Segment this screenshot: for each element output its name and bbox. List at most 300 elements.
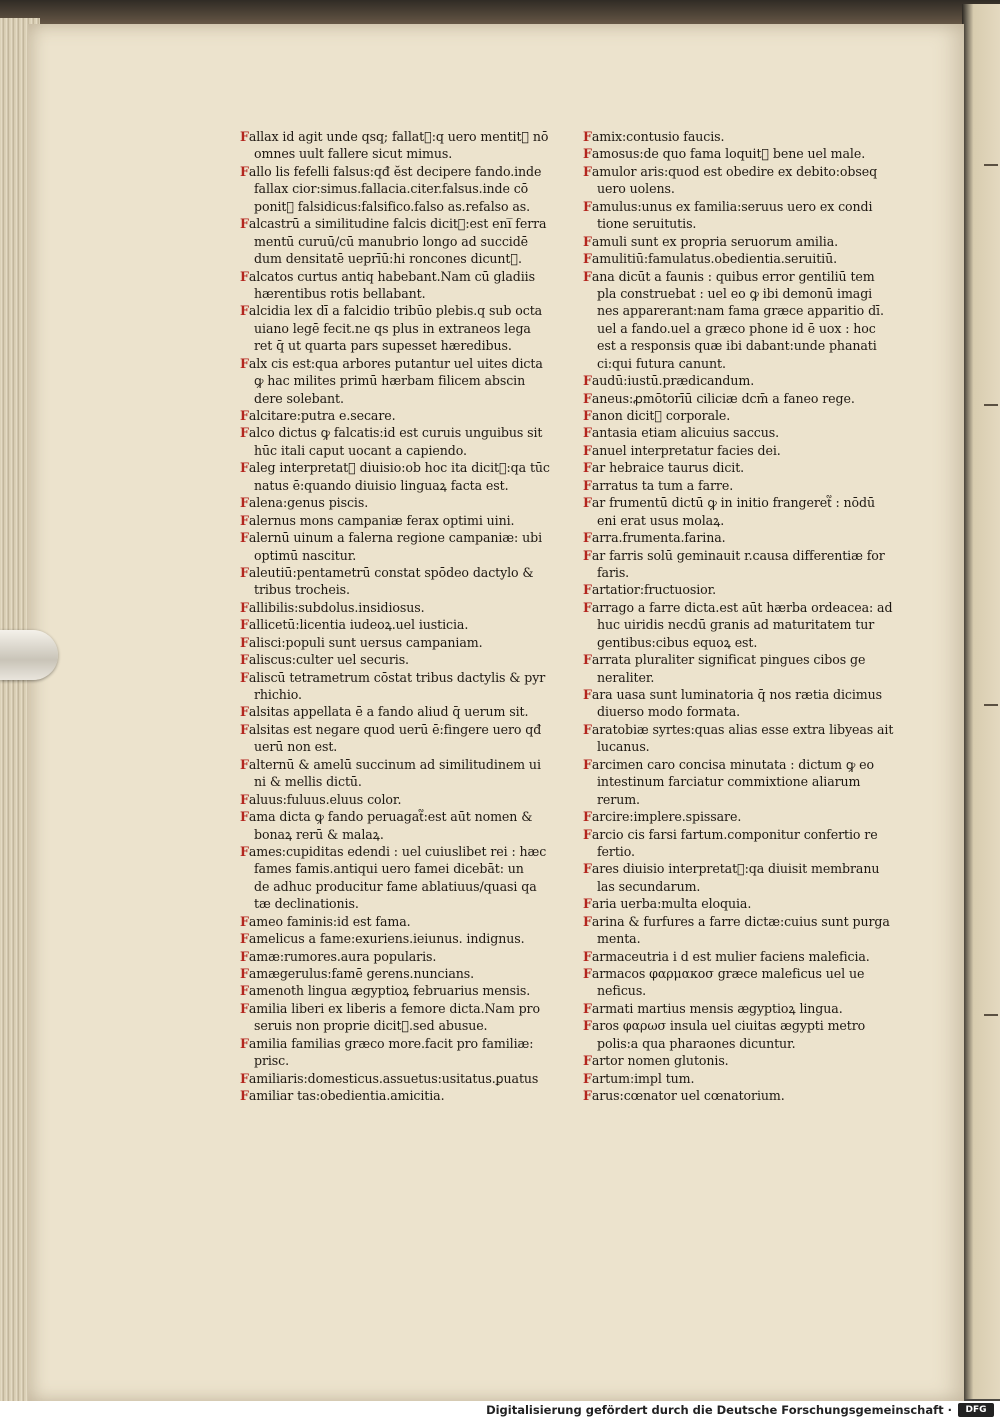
line-text: fallax cior:simus.fallacia.citer.falsus.inde cō — [254, 181, 529, 197]
text-line — [583, 355, 898, 372]
rubricated-initial: F — [583, 582, 592, 598]
line-text: huc uiridis necdū granis ad maturitatem tur — [597, 617, 875, 633]
line-text: arra.frumenta.farina. — [591, 530, 726, 546]
line-text: fertio. — [597, 843, 635, 859]
rubricated-initial: F — [583, 826, 592, 842]
text-line — [583, 634, 898, 651]
rubricated-initial: F — [240, 1000, 249, 1016]
line-text: alternū & amelū succinum ad similitudinem ui — [248, 756, 541, 772]
rubricated-initial: F — [240, 268, 249, 284]
rubricated-initial: F — [583, 861, 592, 877]
line-text: alcidia lex dī a falcidio tribūo plebis.q sub octa — [248, 303, 543, 319]
text-line — [240, 320, 560, 337]
rubricated-initial: F — [583, 1070, 592, 1086]
line-text: tione seruitutis. — [597, 216, 697, 232]
line-text: ꝙ hac milites primū hærbam filicem abscin — [254, 373, 526, 389]
text-line — [583, 302, 898, 319]
text-line — [583, 738, 898, 755]
line-text: arratus ta tum a farre. — [591, 477, 734, 493]
text-line — [583, 930, 898, 947]
text-line — [583, 547, 898, 564]
line-text: hærentibus rotis bellabant. — [254, 285, 426, 301]
line-text: rerum. — [597, 791, 640, 807]
text-line — [583, 808, 898, 825]
text-line — [240, 703, 560, 720]
text-line — [583, 1070, 898, 1087]
line-text: aliscū tetrametrum cōstat tribus dactylis & pyr — [248, 669, 546, 685]
rubricated-initial: F — [240, 669, 249, 685]
text-line — [240, 512, 560, 529]
text-line — [583, 895, 898, 912]
line-text: uel a fando.uel a græco phone id ē uox : hoc — [597, 320, 876, 336]
rubricated-initial: F — [240, 564, 249, 580]
rubricated-initial: F — [583, 198, 592, 214]
text-line — [583, 372, 898, 389]
text-line — [583, 215, 898, 232]
text-line — [583, 180, 898, 197]
footer-bar — [0, 1401, 1000, 1419]
text-line — [240, 180, 560, 197]
text-line — [240, 773, 560, 790]
text-line — [240, 1070, 560, 1087]
text-line — [240, 547, 560, 564]
line-text: amiliaris:domesticus.assuetus:usitatus.ꝑuatus — [248, 1070, 539, 1086]
text-line — [240, 599, 560, 616]
line-text: uiano legē fecit.ne qs plus in extraneos lega — [254, 320, 531, 336]
rubricated-initial: F — [583, 948, 592, 964]
rubricated-initial: F — [240, 931, 249, 947]
text-line — [240, 651, 560, 668]
rubricated-initial: F — [240, 163, 249, 179]
text-line — [583, 198, 898, 215]
text-line — [240, 250, 560, 267]
text-line — [240, 738, 560, 755]
line-text: alsitas est negare quod uerū ē:fingere uero qđ — [248, 721, 542, 737]
rubricated-initial: F — [583, 809, 592, 825]
text-line — [583, 703, 898, 720]
text-line — [583, 948, 898, 965]
rubricated-initial: F — [583, 966, 592, 981]
rubricated-initial: F — [240, 512, 249, 528]
line-text: arrago a farre dicta.est aūt hærba ordeacea: ad — [591, 599, 893, 615]
rubricated-initial: F — [583, 599, 592, 615]
line-text: ar farris solū geminauit r.causa differentiæ for — [591, 547, 885, 563]
line-text: aneus:ꝓmōtorīū ciliciæ dcm̄ a faneo rege. — [591, 390, 855, 406]
text-line — [583, 791, 898, 808]
line-text: ar frumentū dictū ꝙ in initio frangeret᷑ : nōdū — [591, 495, 875, 511]
line-text: amæ:rumores.aura popularis. — [248, 948, 437, 964]
line-text: alcitare:putra e.secare. — [248, 408, 396, 423]
rubricated-initial: F — [583, 756, 592, 772]
line-text: uero uolens. — [597, 181, 675, 197]
line-text: prisc. — [254, 1053, 290, 1069]
text-line — [583, 128, 898, 145]
rubricated-initial: F — [583, 547, 592, 563]
text-line — [583, 477, 898, 494]
text-line — [240, 878, 560, 895]
text-line — [240, 860, 560, 877]
line-text: ponit᷑ falsidicus:falsifico.falso as.refalso as. — [254, 198, 531, 214]
text-line — [240, 1087, 560, 1104]
text-line — [240, 808, 560, 825]
line-text: aleutiū:pentametrū constat spōdeo dactylo & — [248, 564, 534, 580]
rubricated-initial: F — [583, 687, 592, 702]
rubricated-initial: F — [240, 843, 249, 859]
text-line — [583, 1035, 898, 1052]
text-line — [583, 250, 898, 267]
line-text: arrata pluraliter significat pingues cibos ge — [591, 652, 866, 668]
rubricated-initial: F — [240, 1070, 249, 1086]
text-line — [240, 1000, 560, 1017]
text-line — [583, 268, 898, 285]
line-text: artum:impl tum. — [591, 1070, 695, 1086]
text-line — [240, 163, 560, 180]
line-text: tribus trocheis. — [254, 582, 350, 598]
text-line — [240, 756, 560, 773]
rubricated-initial: F — [240, 966, 249, 981]
rubricated-initial: F — [583, 1018, 592, 1034]
text-line — [240, 285, 560, 302]
line-text: aluus:fuluus.eluus color. — [248, 791, 402, 807]
rubricated-initial: F — [583, 495, 592, 511]
text-line — [240, 355, 560, 372]
rubricated-initial: F — [240, 983, 249, 999]
line-text: ci:qui futura canunt. — [597, 355, 726, 371]
text-line — [240, 424, 560, 441]
line-text: alco dictus ꝙ falcatis:id est curuis unguibus sit — [248, 425, 543, 441]
line-text: dum densitatē ueprīū:hi roncones dicunt᷑. — [254, 251, 522, 267]
rubricated-initial: F — [583, 913, 592, 929]
line-text: amosus:de quo fama loquit᷑ bene uel male. — [591, 146, 866, 162]
text-line — [583, 721, 898, 738]
text-line — [583, 669, 898, 686]
text-line — [240, 302, 560, 319]
line-text: amilia familias græco more.facit pro familiæ: — [248, 1035, 534, 1051]
line-text: arina & furfures a farre dictæ:cuius sunt purga — [591, 913, 890, 929]
line-text: amenoth lingua ægyptioꝝ februarius mensis. — [248, 983, 531, 999]
rubricated-initial: F — [240, 913, 249, 929]
text-line — [240, 1035, 560, 1052]
rubricated-initial: F — [240, 721, 249, 737]
text-line — [583, 773, 898, 790]
line-text: ret q̄ ut quarta pars supesset hæredibus. — [254, 338, 512, 354]
text-line — [240, 145, 560, 162]
text-line — [240, 198, 560, 215]
line-text: anuel interpretatur facies dei. — [591, 442, 781, 458]
line-text: alcastrū a similitudine falcis dicit᷑:est eni̅ ferra — [248, 216, 547, 232]
book-cover-top — [0, 0, 1000, 26]
text-line — [240, 581, 560, 598]
rubricated-initial: F — [240, 530, 249, 546]
line-text: aros φαρωσ insula uel ciuitas ægypti metro — [591, 1018, 866, 1034]
text-line — [583, 163, 898, 180]
text-line — [240, 843, 560, 860]
line-text: neficus. — [597, 983, 647, 999]
rubricated-initial: F — [583, 1053, 592, 1069]
text-line — [583, 424, 898, 441]
text-line — [583, 145, 898, 162]
text-line — [240, 686, 560, 703]
text-line — [583, 494, 898, 511]
text-line — [240, 268, 560, 285]
line-text: alena:genus piscis. — [248, 495, 369, 511]
text-line — [240, 721, 560, 738]
rubricated-initial: F — [240, 355, 249, 371]
text-line — [240, 1052, 560, 1069]
text-line — [240, 634, 560, 651]
rubricated-initial: F — [240, 1088, 249, 1104]
text-line — [583, 564, 898, 581]
line-text: uerū non est. — [254, 739, 338, 755]
line-text: menta. — [597, 931, 641, 947]
text-line — [240, 407, 560, 424]
line-text: amelicus a fame:exuriens.ieiunus. indignus. — [248, 931, 525, 947]
left-text-column — [240, 128, 560, 1105]
line-text: allo lis fefelli falsus:qđ ĕst decipere fando.inde — [248, 163, 542, 179]
line-text: aria uerba:multa eloquia. — [591, 896, 752, 912]
line-text: arcio cis farsi fartum.componitur confertio re — [591, 826, 878, 842]
line-text: optimū nascitur. — [254, 547, 357, 563]
rubricated-initial: F — [240, 634, 249, 650]
line-text: tæ declinationis. — [254, 896, 359, 912]
line-text: ares diuisio interpretat᷑:qa diuisit membranu — [591, 861, 880, 877]
page-clip — [0, 630, 58, 680]
line-text: arus:cœnator uel cœnatorium. — [591, 1088, 785, 1104]
rubricated-initial: F — [583, 530, 592, 546]
text-line — [240, 930, 560, 947]
line-text: amix:contusio faucis. — [591, 129, 725, 144]
facing-page-edge — [962, 4, 1000, 1399]
text-line — [583, 529, 898, 546]
rubricated-initial: F — [240, 425, 249, 441]
text-line — [240, 791, 560, 808]
line-text: seruis non proprie dicit᷑.sed abusue. — [254, 1018, 488, 1034]
text-line — [240, 337, 560, 354]
text-line — [583, 459, 898, 476]
text-line — [583, 913, 898, 930]
line-text: las secundarum. — [597, 878, 701, 894]
line-text: est a responsis quæ ibi dabant:unde phanati — [597, 338, 877, 354]
rubricated-initial: F — [583, 373, 592, 389]
text-line — [583, 651, 898, 668]
right-text-column — [583, 128, 898, 1105]
text-line — [583, 826, 898, 843]
line-text: anon dicit᷑ corporale. — [591, 408, 731, 423]
rubricated-initial: F — [583, 163, 592, 179]
rubricated-initial: F — [583, 1000, 592, 1016]
line-text: armacos φαρμακοσ græce maleficus uel ue — [591, 966, 865, 981]
line-text: pla construebat : uel eo ꝙ ibi demonū imagi — [597, 285, 873, 301]
line-text: natus ē:quando diuisio linguaꝝ facta est. — [254, 477, 509, 493]
rubricated-initial: F — [240, 129, 249, 144]
text-line — [240, 128, 560, 145]
line-text: alernū uinum a falerna regione campaniæ: ubi — [248, 530, 542, 546]
text-line — [240, 669, 560, 686]
rubricated-initial: F — [583, 1088, 592, 1104]
line-text: audū:iustū.prædicandum. — [591, 373, 755, 389]
rubricated-initial: F — [583, 390, 592, 406]
line-text: amuli sunt ex propria seruorum amilia. — [591, 233, 839, 249]
text-line — [240, 564, 560, 581]
line-text: amiliar tas:obedientia.amicitia. — [248, 1088, 445, 1104]
line-text: armati martius mensis ægyptioꝝ lingua. — [591, 1000, 843, 1016]
rubricated-initial: F — [240, 408, 249, 423]
line-text: alcatos curtus antiq habebant.Nam cū gladiis — [248, 268, 535, 284]
text-line — [583, 233, 898, 250]
line-text: aleg interpretat᷑ diuisio:ob hoc ita dicit᷑:qa tūc — [248, 460, 550, 476]
rubricated-initial: F — [240, 216, 249, 232]
line-text: amulitiū:famulatus.obedientia.seruitiū. — [591, 251, 838, 267]
rubricated-initial: F — [240, 599, 249, 615]
text-line — [583, 878, 898, 895]
line-text: hūc itali caput uocant a capiendo. — [254, 442, 467, 458]
line-text: arcimen caro concisa minutata : dictum ꝙ eo — [591, 756, 874, 772]
line-text: ara uasa sunt luminatoria q̄ nos rætia dicimus — [591, 687, 883, 702]
text-line — [240, 1017, 560, 1034]
line-text: artatior:fructuosior. — [591, 582, 717, 598]
line-text: mentū curuū/cū manubrio longo ad succidē — [254, 233, 529, 249]
text-line — [240, 948, 560, 965]
rubricated-initial: F — [583, 425, 592, 441]
rubricated-initial: F — [240, 1035, 249, 1051]
line-text: gentibus:cibus equoꝝ est. — [597, 634, 758, 650]
text-line — [583, 512, 898, 529]
line-text: arcire:implere.spissare. — [591, 809, 742, 825]
text-line — [583, 390, 898, 407]
rubricated-initial: F — [583, 652, 592, 668]
text-line — [240, 494, 560, 511]
line-text: alx cis est:qua arbores putantur uel uites dicta — [248, 355, 543, 371]
rubricated-initial: F — [240, 460, 249, 476]
rubricated-initial: F — [240, 495, 249, 511]
text-line — [240, 233, 560, 250]
rubricated-initial: F — [583, 129, 592, 144]
rubricated-initial: F — [240, 791, 249, 807]
line-text: allicetū:licentia iudeoꝝ.uel iusticia. — [248, 617, 469, 633]
line-text: neraliter. — [597, 669, 655, 685]
rubricated-initial: F — [240, 617, 249, 633]
text-line — [583, 860, 898, 877]
text-line — [240, 965, 560, 982]
text-line — [583, 1017, 898, 1034]
rubricated-initial: F — [583, 460, 592, 476]
line-text: rhichio. — [254, 687, 302, 702]
rubricated-initial: F — [583, 251, 592, 267]
rubricated-initial: F — [583, 442, 592, 458]
line-text: nes apparerant:nam fama græce apparitio dī. — [597, 303, 884, 319]
text-line — [240, 982, 560, 999]
text-line — [583, 616, 898, 633]
line-text: aliscus:culter uel securis. — [248, 652, 409, 668]
text-line — [583, 320, 898, 337]
dfg-logo: DFG — [958, 1403, 994, 1417]
rubricated-initial: F — [583, 268, 592, 284]
text-line — [583, 442, 898, 459]
line-text: allibilis:subdolus.insidiosus. — [248, 599, 425, 615]
text-line — [583, 599, 898, 616]
line-text: ni & mellis dictū. — [254, 774, 362, 790]
text-line — [240, 459, 560, 476]
text-line — [583, 1052, 898, 1069]
line-text: intestinum farciatur commixtione aliarum — [597, 774, 861, 790]
text-line — [583, 965, 898, 982]
line-text: faris. — [597, 564, 630, 580]
line-text: alsitas appellata ē a fando aliud q̄ uerum sit. — [248, 704, 529, 720]
line-text: ama dicta ꝙ fando peruagat᷑:est aūt nomen & — [248, 809, 533, 825]
rubricated-initial: F — [583, 408, 592, 423]
text-line — [240, 390, 560, 407]
text-line — [583, 407, 898, 424]
line-text: ar hebraice taurus dicit. — [591, 460, 745, 476]
text-line — [583, 581, 898, 598]
text-line — [583, 756, 898, 773]
rubricated-initial: F — [240, 652, 249, 668]
text-line — [240, 895, 560, 912]
rubricated-initial: F — [240, 756, 249, 772]
line-text: aratobiæ syrtes:quas alias esse extra libyeas ait — [591, 721, 894, 737]
line-text: lucanus. — [597, 739, 650, 755]
line-text: artor nomen glutonis. — [591, 1053, 729, 1069]
footer-credit: Digitalisierung gefördert durch die Deutsche Forschungsgemeinschaft · — [486, 1403, 952, 1417]
rubricated-initial: F — [583, 146, 592, 162]
text-line — [583, 1000, 898, 1017]
line-text: antasia etiam alicuius saccus. — [591, 425, 780, 441]
line-text: armaceutria i d est mulier faciens maleficia. — [591, 948, 870, 964]
line-text: eni erat usus molaꝝ. — [597, 512, 725, 528]
text-line — [583, 285, 898, 302]
rubricated-initial: F — [583, 233, 592, 249]
line-text: ana dicūt a faunis : quibus error gentiliū tem — [591, 268, 875, 284]
line-text: amilia liberi ex liberis a femore dicta.Nam pro — [248, 1000, 540, 1016]
text-line — [240, 913, 560, 930]
rubricated-initial: F — [240, 704, 249, 720]
line-text: dere solebant. — [254, 390, 344, 406]
rubricated-initial: F — [240, 303, 249, 319]
line-text: amulor aris:quod est obedire ex debito:obseq — [591, 163, 878, 179]
text-line — [583, 337, 898, 354]
text-line — [583, 982, 898, 999]
line-text: allax id agit unde qsq; fallat᷑:q uero mentit᷑ nō — [248, 129, 549, 144]
line-text: fames famis.antiqui uero famei dicebāt: un — [254, 861, 524, 877]
text-line — [240, 529, 560, 546]
line-text: amulus:unus ex familia:seruus uero ex condi — [591, 198, 873, 214]
text-line — [583, 686, 898, 703]
line-text: diuerso modo formata. — [597, 704, 741, 720]
text-line — [240, 477, 560, 494]
line-text: ames:cupiditas edendi : uel cuiuslibet rei : hæc — [248, 843, 547, 859]
line-text: polis:a qua pharaones dicuntur. — [597, 1035, 796, 1051]
line-text: alisci:populi sunt uersus campaniam. — [248, 634, 483, 650]
rubricated-initial: F — [240, 809, 249, 825]
text-line — [583, 1087, 898, 1104]
text-line — [583, 843, 898, 860]
text-line — [240, 826, 560, 843]
text-line — [240, 442, 560, 459]
line-text: de adhuc producitur fame ablatiuus/quasi qa — [254, 878, 537, 894]
line-text: ameo faminis:id est fama. — [248, 913, 411, 929]
rubricated-initial: F — [583, 721, 592, 737]
line-text: alernus mons campaniæ ferax optimi uini. — [248, 512, 515, 528]
text-line — [240, 215, 560, 232]
text-line — [240, 616, 560, 633]
line-text: omnes uult fallere sicut mimus. — [254, 146, 453, 162]
line-text: bonaꝝ rerū & malaꝝ. — [254, 826, 384, 842]
rubricated-initial: F — [240, 948, 249, 964]
rubricated-initial: F — [583, 477, 592, 493]
text-line — [240, 372, 560, 389]
line-text: amægerulus:famē gerens.nuncians. — [248, 966, 475, 981]
rubricated-initial: F — [583, 896, 592, 912]
